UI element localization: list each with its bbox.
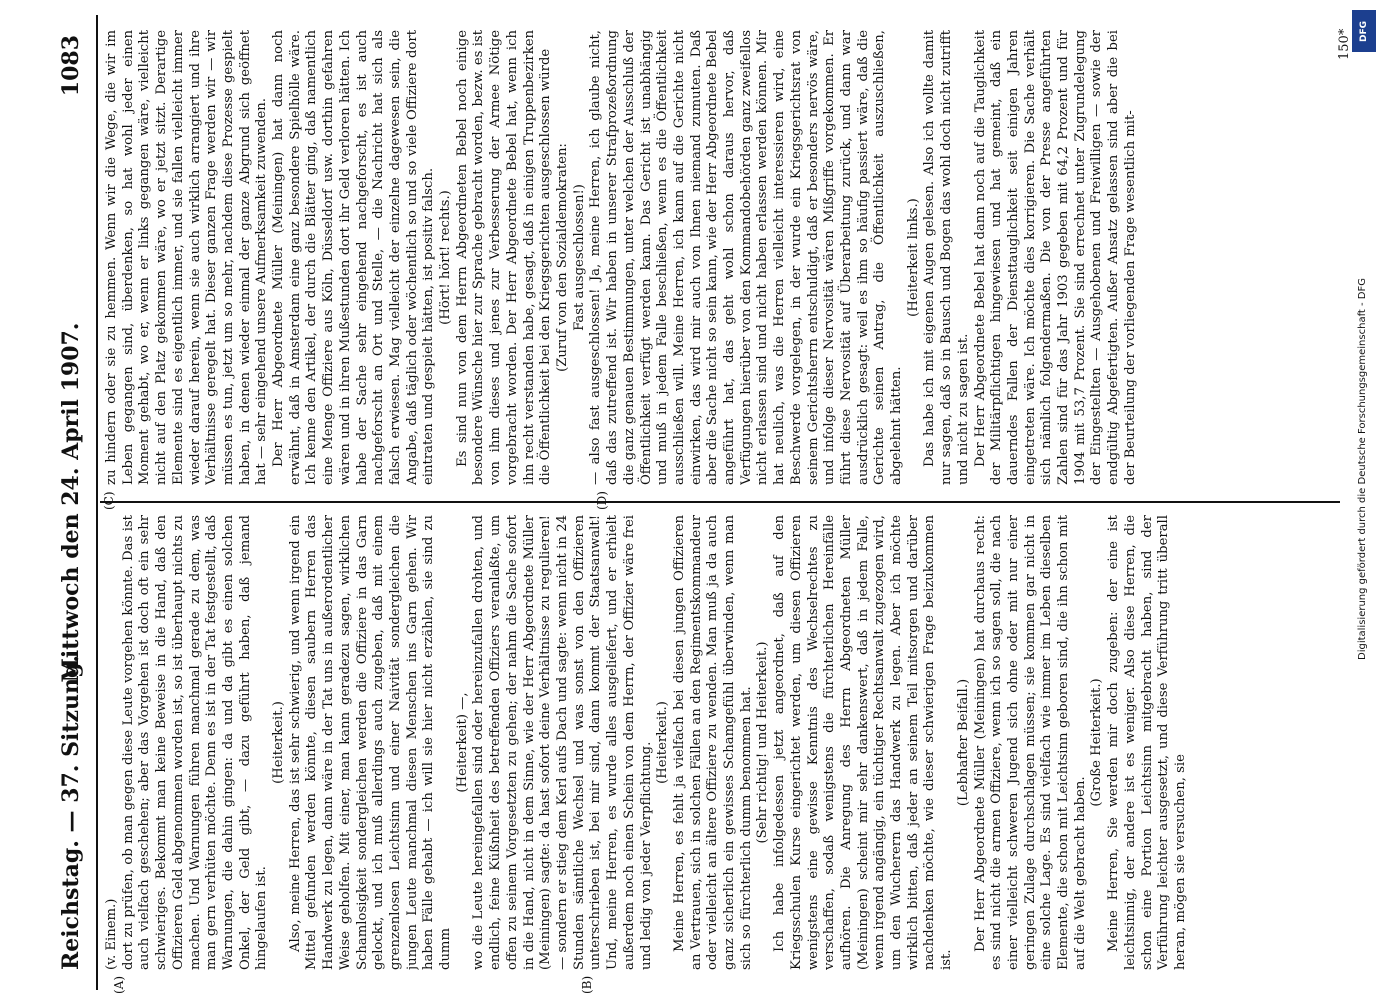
margin-letter-b: (B) <box>580 975 594 994</box>
margin-letter-c: (C) <box>102 491 116 510</box>
paragraph: Fast ausgeschlossen!) <box>571 184 587 331</box>
page-header <box>58 35 92 970</box>
rotated-page <box>40 15 1360 994</box>
paragraph: Meine Herren, Sie werden mir doch zugeben: der eine ist leichtsinnig, der andere ist es weniger. Also diese Herren, die schon eine Portion Leichtsinn mitgebracht haben, sind der Verführung leichter ausgesetzt, und diese Verführung tritt überall heran, mögen sie versuchen, sie <box>1106 515 1188 970</box>
header-rule <box>96 15 98 990</box>
paragraph: dort zu prüfen, ob man gegen diese Leute vorgehen könnte. Das ist auch vielfach geschehen; aber das Vorgehen ist doch oft ein sehr schwieriges. Bekommt man keine Beweise in die Hand, daß den Offizieren Geld abgenommen worden ist, so ist überhaupt nichts zu machen. Und Warnungen führen manchmal gerade zu dem, was man gern verhüten möchte. Denn es ist in der Tat festgestellt, daß Warnungen, die dahin gingen: da und da gibt es einen solchen Onkel, der Geld gibt, — dazu geführt haben, daß jemand hingelaufen ist. <box>120 515 270 970</box>
header-left: Reichstag. — 37. Sitzung. <box>58 654 84 970</box>
left-column <box>104 515 1340 970</box>
paragraph: (Lebhafter Beifall.) <box>955 678 971 807</box>
paragraph: (Hört! hört! rechts.) <box>438 190 454 325</box>
paragraph: wo die Leute hereingefallen sind oder hereinzufallen drohten, und endlich, feine Küßnheit des betreffenden Offiziers veranlaßte, um offen zu seinem Vorgesetzten zu gehen; der nahm die Sache sofort in die Hand, nicht in dem Sinne, wie der Herr Abgeordnete Müller (Meiningen) sagte: da hast sofort deine Verhältnisse zu regulieren! — sondern er stieg dem Kerl aufs Dach und sagte: wenn nicht in 24 Stunden sämtliche Wechsel und was sonst von den Offizieren unterschrieben ist, bei mir sind, dann kommt der Staatsanwalt! Und, meine Herren, es wurde alles ausgeliefert, und er erhielt außerdem noch einen Schein von dem Herrn, der Offizier wäre frei und ledig von jeder Verpflichtung. <box>471 515 654 970</box>
paragraph: — also fast ausgeschlossen! Ja, meine Herren, ich glaube nicht, daß das zutreffend ist. Wir haben in unserer Strafprozeßordnung die ganz genauen Bestimmungen, unter welchen der Ausschluß der Öffentlichkeit verfügt werden kann. Das Gericht ist unabhängig und muß in jedem Falle beschließen, wenn es die Öffentlichkeit ausschließen will. Meine Herren, ich kann auf die Gerichte nicht einwirken, das wird mir auch von Ihnen niemand zumuten. Daß aber die Sache nicht so sein kann, wie der Herr Abgeordnete Bebel angeführt hat, das geht wohl schon daraus hervor, daß Verfügungen hierüber von den Kommandobehörden ganz zweifellos nicht erlassen sind und nicht haben erlassen werden können. Mir hat neulich, was die Herren vielleicht interessieren wird, eine Beschwerde vorgelegen, in der wurde ein Kriegsgerichtsrat von seinem Gerichtsherrn entschuldigt, daß er besonders nervös wäre, und infolge dieser Nervosität wären Mißgriffe vorgekommen. Er führt diese Nervosität auf Überarbeitung zurück, und dann war ausdrücklich gesagt: weil es ihm so häufig passiert wäre, daß die Gerichte seinen Antrag, die Öffentlichkeit auszuschließen, abgelehnt hätten. <box>588 30 905 485</box>
paragraph: zu hindern oder sie zu hemmen. Wenn wir die Wege, die wir im Leben gegangen sind, überdenken, so hat wohl jeder einen Moment gehabt, wo er, wenn er links gegangen wäre, vielleicht nicht auf den Platz gekommen wäre, wo er jetzt sitzt. Derartige Elemente sind es eigentlich immer, und sie fallen vielleicht immer wieder darauf herein, wenn sie auch wirklich arrangiert und ihre Verhältnisse geregelt hat. Dieser ganzen Frage werden wir — wir müssen es tun, jetzt um so mehr, nachdem diese Prozesse gespielt haben, in denen wieder einmal der ganze Abgrund sich geöffnet hat — sehr eingehend unsere Aufmerksamkeit zuwenden. <box>104 30 270 485</box>
page-number: 1083 <box>58 35 84 97</box>
paragraph: Es sind nun von dem Herrn Abgeordneten Bebel noch einige besondere Wünsche hier zur Sprache gebracht worden, bezw. es ist von ihm dieses und jenes zur Verbesserung der Armee Nötige vorgebracht worden. Der Herr Abgeordnete Bebel hat, wenn ich ihn recht verstanden habe, gesagt, daß in einigen Truppenbezirken die Öffentlichkeit bei den Kriegsgerichten ausgeschlossen würde <box>454 30 554 485</box>
paragraph: Der Herr Abgeordnete Müller (Meiningen) hat dann noch erwähnt, daß in Amsterdam eine ganz besondere Spielhölle wäre. Ich kenne den Artikel, der durch die Blätter ging, daß namentlich eine Menge Offiziere aus Köln, Düsseldorf usw. dorthin gefahren wären und in ihren Mußestunden dort ihr Geld verloren hätten. Ich habe der Sache sehr eingehend nachgeforscht, es ist auch nachgeforscht an Ort und Stelle, — die Nachricht hat sich als falsch erwiesen. Mag vielleicht der einzelne dagewesen sein, die Angabe, daß täglich oder wöchentlich so und so viele Offiziere dort eintraten und gespielt hätten, ist positiv falsch. <box>271 30 437 485</box>
paragraph: Ich habe infolgedessen jetzt angeordnet, daß auf den Kriegsschulen Kurse eingerichtet werden, um diesen Offizieren wenigstens eine gewisse Kenntnis des Wechselrechtes zu verschaffen, sodaß wenigstens die fürchterlichen Hereinfälle aufhören. Die Anregung des Herrn Abgeordneten Müller (Meiningen) scheint mir sehr dankenswert, daß in jedem Falle, wenn irgend angängig, ein tüchtiger Rechtsanwalt zugezogen wird, um den Wucherern das Handwerk zu legen. Aber ich möchte wirklich bitten, daß jeder an seinem Teil mitsorgen und darüber nachdenken möchte, wie dieser schwierigen Frage beizukommen ist. <box>772 515 955 970</box>
paragraph: (Zuruf von den Sozialdemokraten: <box>554 143 570 372</box>
paragraph: (Heiterkeit.) <box>655 701 671 784</box>
paragraph: (v. Einem.) <box>104 898 119 970</box>
signature-mark: 150* <box>1337 28 1352 60</box>
margin-letter-d: (D) <box>595 491 609 510</box>
paragraph: Das habe ich mit eigenen Augen gelesen. Also ich wollte damit nur sagen, daß so in Bausch und Bogen das wohl doch nicht zutrifft und nicht zu sagen ist. <box>922 30 971 485</box>
paragraph: (Heiterkeit) —, <box>454 692 470 793</box>
margin-letter-a: (A) <box>112 975 126 994</box>
right-column <box>104 30 1340 485</box>
header-date: Mittwoch den 24. April 1907. <box>58 322 84 683</box>
column-divider <box>100 501 1340 503</box>
paragraph: (Heiterkeit links.) <box>905 198 921 317</box>
paragraph: (Heiterkeit.) <box>271 701 287 784</box>
paragraph: Der Herr Abgeordnete Müller (Meiningen) hat durchaus recht: es sind nicht die armen Offiziere, wenn ich so sagen soll, die nach einer vielleicht schweren Jugend sich ohne oder mit nur einer geringen Zulage durchschlagen müssen; sie kommen gar nicht in eine solche Lage. Es sind vielfach wie immer im Leben dieselben Elemente, die schon mit Leichtsinn geboren sind, die ihn schon mit auf die Welt gebracht haben. <box>972 515 1088 970</box>
funding-notice: Digitalisierung gefördert durch die Deutsche Forschungsgemeinschaft - DFG <box>1357 277 1368 660</box>
side-strip <box>1347 0 1383 1000</box>
paragraph: Meine Herren, es fehlt ja vielfach bei diesen jungen Offizieren an Vertrauen, sich in solchen Fällen an den Regimentskommandeur oder vielleicht an ältere Offiziere zu wenden. Man muß ja da auch ganz sicherlich ein gewisses Schamgefühl überwinden, wenn man sich so fürchterlich dumm benommen hat. <box>671 515 754 970</box>
paragraph: Also, meine Herren, das ist sehr schwierig, und wenn irgend ein Mittel gefunden werden könnte, diesen saubern Herren das Handwerk zu legen, dann wäre in der Tat uns in außerordentlicher Weise geholfen. Mit einer, man kann geradezu sagen, wirklichen Schamlosigkeit sondergleichen werden die Offiziere in das Garn gelockt, und ich muß allerdings auch zugeben, daß mit einem grenzenlosen Leichtsinn und einer Naivität sondergleichen die jungen Leute manchmal diesen Menschen ins Garn gehen. Wir haben Fälle gehabt — ich will sie hier nicht erzählen, sie sind zu dumm <box>287 515 454 970</box>
paragraph: (Große Heiterkeit.) <box>1089 678 1105 807</box>
dfg-logo: DFG <box>1352 10 1376 52</box>
paragraph: Der Herr Abgeordnete Bebel hat dann noch auf die Tauglichkeit der Militärpflichtigen hingewiesen und hat gemeint, daß ein dauerndes Fallen der Diensttauglichkeit seit einigen Jahren eingetreten wäre. Ich möchte dies korrigieren. Die Sache verhält sich nämlich folgendermaßen. Die von der Presse angeführten Zahlen sind für das Jahr 1903 gegeben mit 64,2 Prozent und für 1904 mit 53,7 Prozent. Sie sind errechnet unter Zugrundelegung der Eingestellten — Ausgehobenen und Freiwilligen — sowie der endgültig Abgefertigten. Außer Ansatz gelassen sind aber die bei der Beurteilung der vorliegenden Frage wesentlich mit- <box>972 30 1138 485</box>
paragraph: (Sehr richtig! und Heiterkeit.) <box>755 641 771 844</box>
